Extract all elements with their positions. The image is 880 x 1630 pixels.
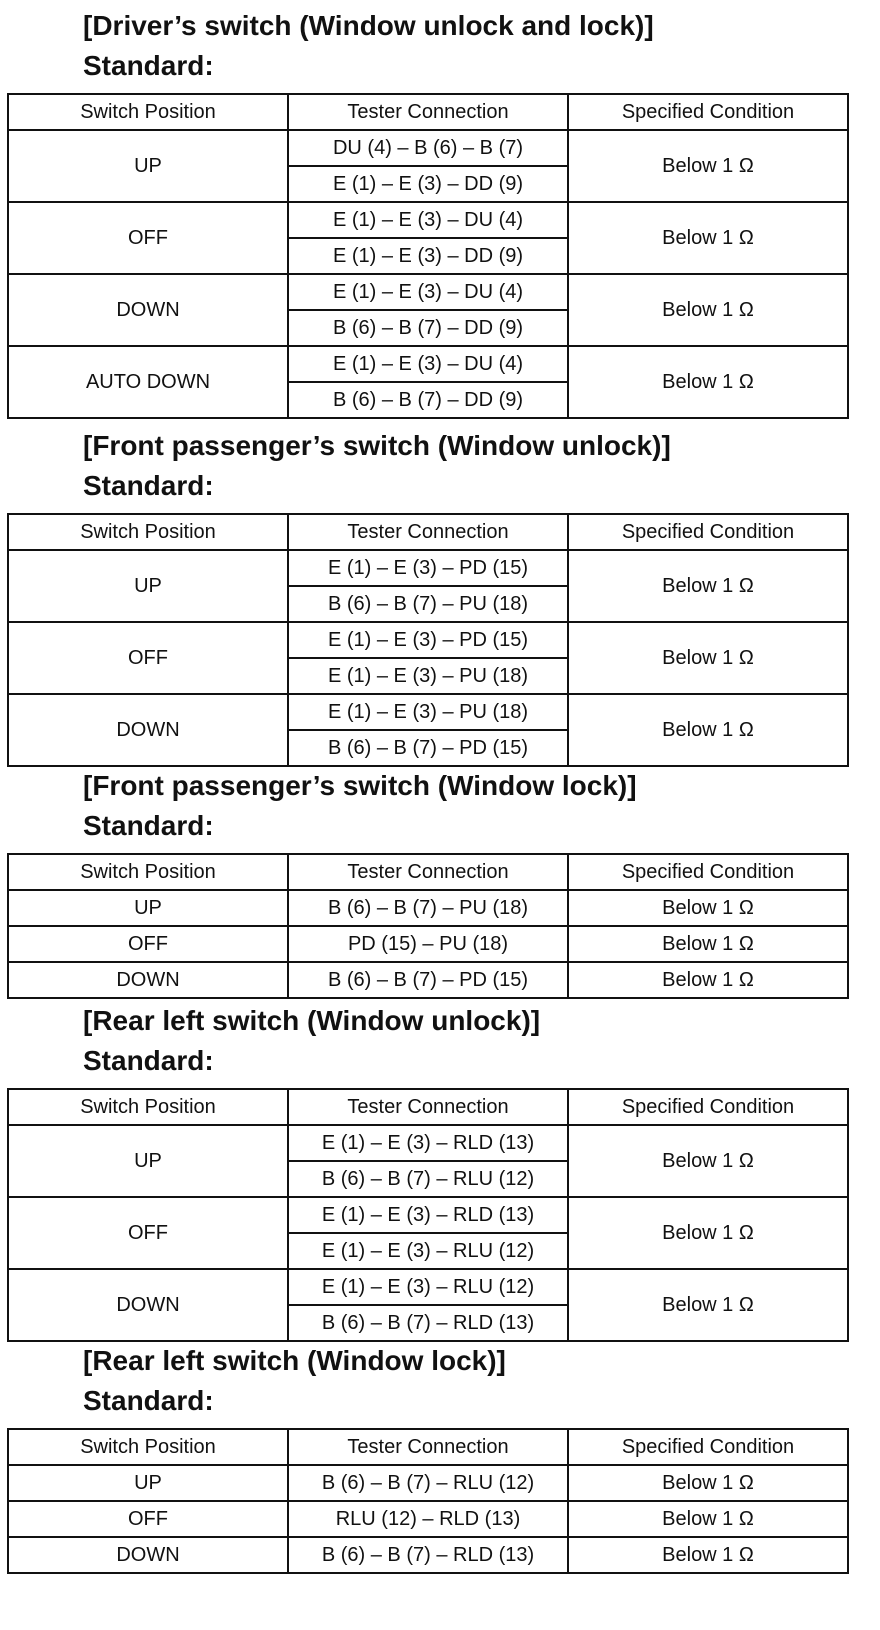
tester-connection-cell: RLU (12) – RLD (13) — [288, 1501, 568, 1537]
header-switch-position: Switch Position — [8, 1429, 288, 1465]
tester-connection-cell: E (1) – E (3) – DD (9) — [288, 238, 568, 274]
tester-connection-cell: B (6) – B (7) – RLU (12) — [288, 1161, 568, 1197]
specified-condition-cell: Below 1 Ω — [568, 926, 848, 962]
specified-condition-cell: Below 1 Ω — [568, 1537, 848, 1573]
standard-label: Standard: — [83, 1385, 214, 1416]
header-switch-position: Switch Position — [8, 514, 288, 550]
table-header-row — [8, 1089, 848, 1125]
section-title: [Driver’s switch (Window unlock and lock)] — [83, 10, 654, 41]
section-title: [Front passenger’s switch (Window lock)] — [83, 770, 637, 801]
table-row — [8, 962, 848, 998]
header-tester-connection: Tester Connection — [288, 1089, 568, 1125]
header-tester-connection: Tester Connection — [288, 854, 568, 890]
section-title: [Front passenger’s switch (Window unlock)] — [83, 430, 671, 461]
tester-connection-cell: E (1) – E (3) – PD (15) — [288, 622, 568, 658]
header-tester-connection: Tester Connection — [288, 514, 568, 550]
table-header-row — [8, 854, 848, 890]
tester-connection-cell: B (6) – B (7) – RLD (13) — [288, 1305, 568, 1341]
switch-position-cell: DOWN — [8, 274, 288, 346]
header-switch-position: Switch Position — [8, 94, 288, 130]
specified-condition-cell: Below 1 Ω — [568, 1465, 848, 1501]
tester-connection-cell: B (6) – B (7) – PD (15) — [288, 962, 568, 998]
switch-position-cell: DOWN — [8, 1269, 288, 1341]
switch-position-cell: DOWN — [8, 962, 288, 998]
table-row — [8, 926, 848, 962]
specified-condition-cell: Below 1 Ω — [568, 1197, 848, 1269]
table-row — [8, 1269, 848, 1305]
tester-connection-cell: B (6) – B (7) – PU (18) — [288, 586, 568, 622]
specified-condition-cell: Below 1 Ω — [568, 130, 848, 202]
switch-position-cell: UP — [8, 890, 288, 926]
table-row — [8, 622, 848, 658]
standard-label: Standard: — [83, 810, 214, 841]
specified-condition-cell: Below 1 Ω — [568, 622, 848, 694]
switch-position-cell: DOWN — [8, 694, 288, 766]
tester-connection-cell: B (6) – B (7) – DD (9) — [288, 310, 568, 346]
tester-connection-cell: E (1) – E (3) – RLU (12) — [288, 1233, 568, 1269]
table-row — [8, 1465, 848, 1501]
specified-condition-cell: Below 1 Ω — [568, 202, 848, 274]
header-specified-condition: Specified Condition — [568, 1089, 848, 1125]
tester-connection-cell: E (1) – E (3) – RLD (13) — [288, 1197, 568, 1233]
standard-label: Standard: — [83, 1045, 214, 1076]
header-tester-connection: Tester Connection — [288, 1429, 568, 1465]
tester-connection-cell: PD (15) – PU (18) — [288, 926, 568, 962]
section-title: [Rear left switch (Window unlock)] — [83, 1005, 541, 1036]
specified-condition-cell: Below 1 Ω — [568, 890, 848, 926]
tester-connection-cell: E (1) – E (3) – DU (4) — [288, 202, 568, 238]
table-header-row — [8, 514, 848, 550]
tester-connection-cell: E (1) – E (3) – PU (18) — [288, 694, 568, 730]
table-row — [8, 1537, 848, 1573]
table-row — [8, 130, 848, 166]
tester-connection-cell: E (1) – E (3) – DU (4) — [288, 274, 568, 310]
switch-position-cell: OFF — [8, 1501, 288, 1537]
spec-table — [7, 513, 849, 767]
standard-label: Standard: — [83, 470, 214, 501]
switch-position-cell: UP — [8, 1125, 288, 1197]
table-row — [8, 1197, 848, 1233]
specified-condition-cell: Below 1 Ω — [568, 274, 848, 346]
tester-connection-cell: E (1) – E (3) – PD (15) — [288, 550, 568, 586]
specified-condition-cell: Below 1 Ω — [568, 550, 848, 622]
specified-condition-cell: Below 1 Ω — [568, 1269, 848, 1341]
header-specified-condition: Specified Condition — [568, 94, 848, 130]
tester-connection-cell: E (1) – E (3) – PU (18) — [288, 658, 568, 694]
table-row — [8, 1125, 848, 1161]
specified-condition-cell: Below 1 Ω — [568, 1125, 848, 1197]
table-row — [8, 346, 848, 382]
table-row — [8, 890, 848, 926]
tester-connection-cell: B (6) – B (7) – DD (9) — [288, 382, 568, 418]
tester-connection-cell: E (1) – E (3) – RLU (12) — [288, 1269, 568, 1305]
header-specified-condition: Specified Condition — [568, 1429, 848, 1465]
switch-position-cell: UP — [8, 130, 288, 202]
spec-table — [7, 93, 849, 419]
header-specified-condition: Specified Condition — [568, 854, 848, 890]
section-title: [Rear left switch (Window lock)] — [83, 1345, 506, 1376]
specified-condition-cell: Below 1 Ω — [568, 962, 848, 998]
header-tester-connection: Tester Connection — [288, 94, 568, 130]
header-specified-condition: Specified Condition — [568, 514, 848, 550]
switch-position-cell: AUTO DOWN — [8, 346, 288, 418]
tester-connection-cell: DU (4) – B (6) – B (7) — [288, 130, 568, 166]
spec-table — [7, 1428, 849, 1574]
switch-position-cell: UP — [8, 550, 288, 622]
table-row — [8, 202, 848, 238]
switch-position-cell: OFF — [8, 926, 288, 962]
tester-connection-cell: E (1) – E (3) – DD (9) — [288, 166, 568, 202]
tester-connection-cell: E (1) – E (3) – DU (4) — [288, 346, 568, 382]
header-switch-position: Switch Position — [8, 854, 288, 890]
tester-connection-cell: B (6) – B (7) – RLU (12) — [288, 1465, 568, 1501]
table-row — [8, 694, 848, 730]
specified-condition-cell: Below 1 Ω — [568, 694, 848, 766]
table-header-row — [8, 1429, 848, 1465]
tester-connection-cell: B (6) – B (7) – RLD (13) — [288, 1537, 568, 1573]
header-switch-position: Switch Position — [8, 1089, 288, 1125]
tester-connection-cell: B (6) – B (7) – PD (15) — [288, 730, 568, 766]
switch-position-cell: OFF — [8, 622, 288, 694]
table-row — [8, 1501, 848, 1537]
switch-position-cell: UP — [8, 1465, 288, 1501]
table-header-row — [8, 94, 848, 130]
specified-condition-cell: Below 1 Ω — [568, 346, 848, 418]
specified-condition-cell: Below 1 Ω — [568, 1501, 848, 1537]
table-row — [8, 274, 848, 310]
tester-connection-cell: E (1) – E (3) – RLD (13) — [288, 1125, 568, 1161]
switch-position-cell: OFF — [8, 202, 288, 274]
standard-label: Standard: — [83, 50, 214, 81]
table-row — [8, 550, 848, 586]
tester-connection-cell: B (6) – B (7) – PU (18) — [288, 890, 568, 926]
spec-table — [7, 1088, 849, 1342]
switch-position-cell: OFF — [8, 1197, 288, 1269]
switch-position-cell: DOWN — [8, 1537, 288, 1573]
spec-table — [7, 853, 849, 999]
